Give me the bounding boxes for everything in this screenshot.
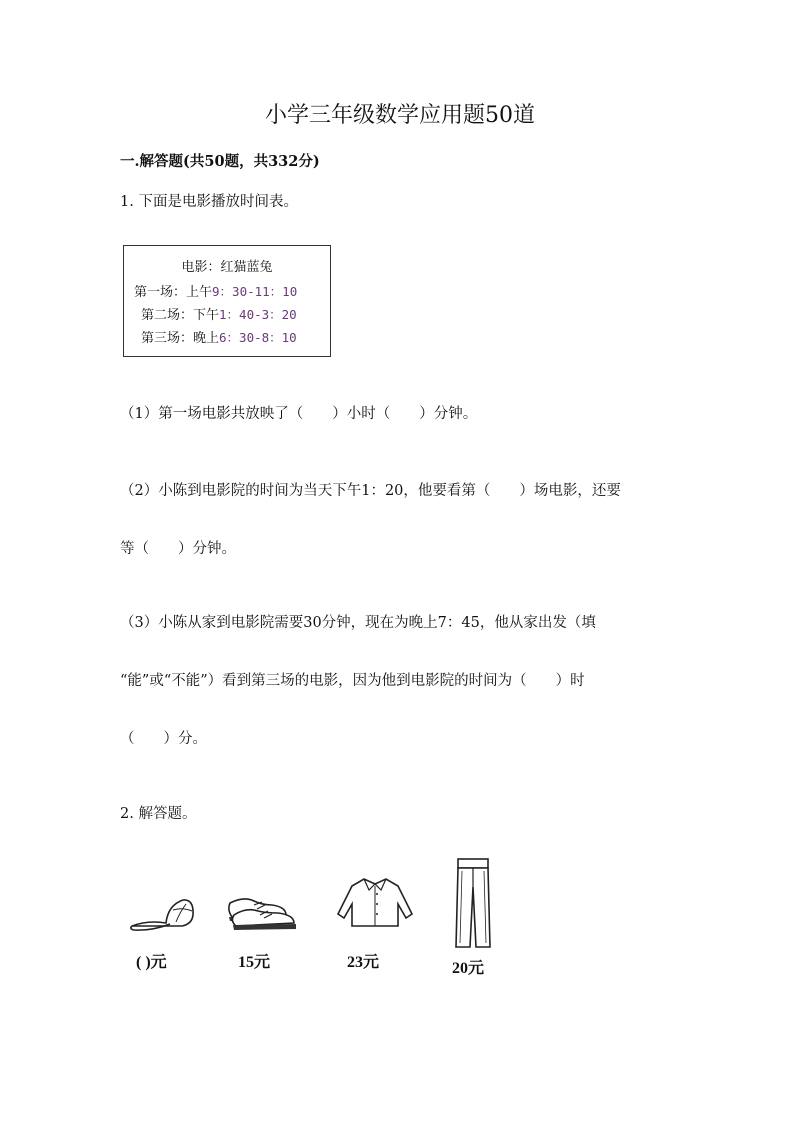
- cap-price: ( )元: [136, 954, 167, 971]
- schedule-row: [141, 327, 297, 346]
- question-1-part-3-line-1: （3）小陈从家到电影院需要30分钟，现在为晚上7：45，他从家出发（填: [120, 615, 596, 631]
- page-title: 小学三年级数学应用题50道: [265, 103, 535, 128]
- shoes-icon: [224, 893, 296, 933]
- pants-price: 20元: [452, 960, 485, 977]
- question-1-part-2-line-2: 等（ ）分钟。: [120, 541, 236, 557]
- section-heading: 一.解答题(共50题，共332分): [120, 153, 320, 170]
- movie-schedule-table: [123, 245, 331, 357]
- schedule-row-time: 1：40-3：20: [219, 307, 297, 322]
- question-1-part-1: （1）第一场电影共放映了（ ）小时（ ）分钟。: [120, 406, 478, 422]
- schedule-row-label: 第三场：晚上: [141, 331, 220, 346]
- schedule-row: [134, 281, 297, 300]
- shirt-price: 23元: [347, 954, 380, 971]
- schedule-row-label: 第二场：下午: [141, 308, 220, 323]
- schedule-row-label: 第一场：上午: [134, 285, 213, 300]
- question-1-part-2-line-1: （2）小陈到电影院的时间为当天下午1：20，他要看第（ ）场电影，还要: [120, 483, 621, 499]
- shoes-price: 15元: [238, 954, 271, 971]
- pants-icon: [452, 857, 496, 949]
- schedule-row-time: 6：30-8：10: [219, 330, 297, 345]
- movie-title: 电影：红猫蓝兔: [181, 260, 273, 275]
- question-1-part-3-line-2: “能”或“不能”）看到第三场的电影，因为他到电影院的时间为（ ）时: [120, 673, 585, 689]
- schedule-row: [141, 304, 297, 323]
- shirt-icon: [334, 876, 416, 928]
- question-1-stem: 1. 下面是电影播放时间表。: [120, 194, 298, 210]
- cap-icon: [128, 893, 196, 933]
- schedule-row-time: 9：30-11：10: [212, 284, 298, 299]
- question-1-part-3-line-3: （ ）分。: [120, 731, 207, 747]
- question-2-stem: 2. 解答题。: [120, 806, 197, 822]
